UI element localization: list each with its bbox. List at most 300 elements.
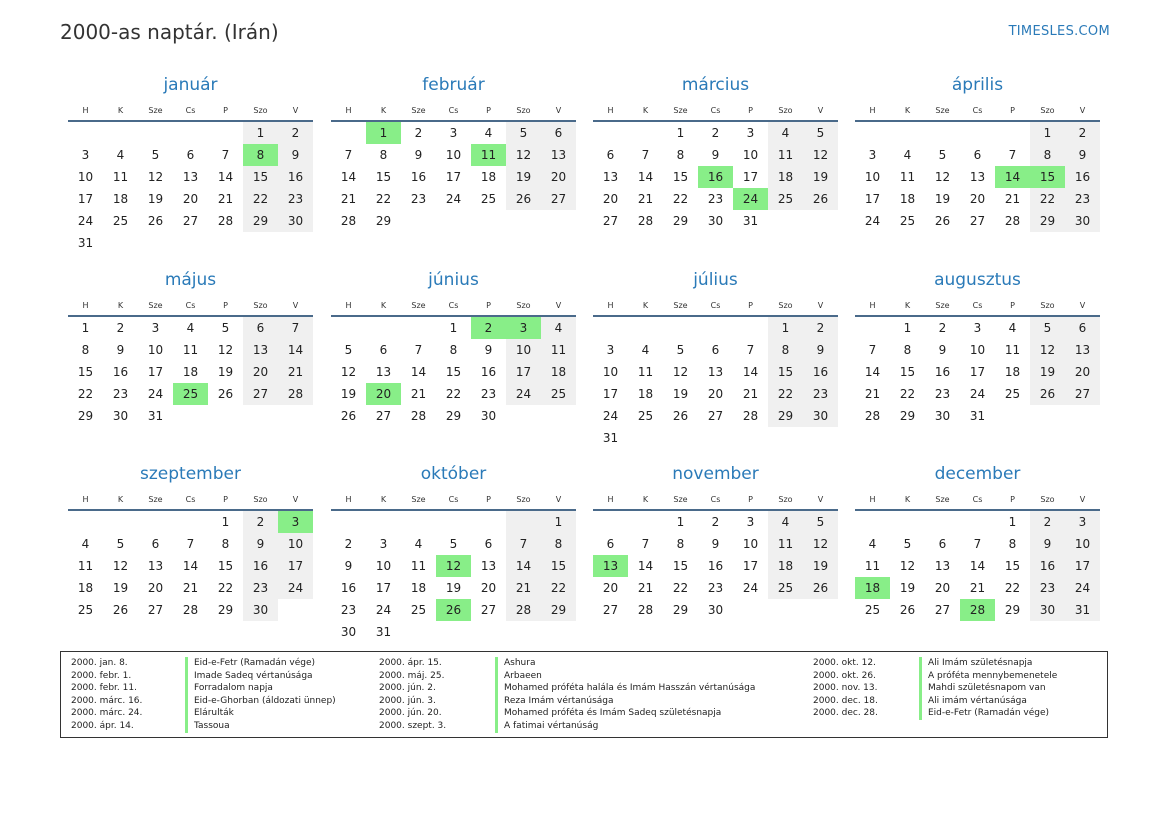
day-cell: 2 bbox=[711, 126, 720, 140]
day-cell: 3 bbox=[746, 515, 755, 529]
weekday-label: Sze bbox=[148, 301, 163, 310]
day-cell: 31 bbox=[147, 409, 164, 423]
day-cell: 2 bbox=[344, 537, 353, 551]
day-cell: 10 bbox=[602, 365, 619, 379]
week-row bbox=[593, 599, 838, 621]
week-row bbox=[593, 427, 838, 449]
day-cell: 1 bbox=[221, 515, 230, 529]
day-cell: 16 bbox=[243, 555, 278, 577]
day-cell: 8 bbox=[903, 343, 912, 357]
holiday-name: Ashura bbox=[495, 657, 535, 670]
weekday-header bbox=[68, 102, 313, 122]
day-cell: 27 bbox=[243, 383, 278, 405]
empty-cell bbox=[401, 210, 436, 232]
day-cell: 31 bbox=[969, 409, 986, 423]
month-grid bbox=[331, 491, 576, 643]
day-cell: 13 bbox=[182, 170, 199, 184]
weekday-label: V bbox=[292, 301, 299, 310]
empty-cell bbox=[401, 317, 436, 339]
holiday-day: 8 bbox=[243, 144, 278, 166]
day-cell: 6 bbox=[938, 537, 947, 551]
day-cell: 9 bbox=[1065, 144, 1100, 166]
week-row bbox=[331, 599, 576, 621]
day-cell: 18 bbox=[77, 581, 94, 595]
day-cell: 24 bbox=[375, 603, 392, 617]
week-row bbox=[331, 577, 576, 599]
holiday-name: Imade Sadeq vértanúsága bbox=[185, 670, 313, 683]
day-cell: 29 bbox=[243, 210, 278, 232]
holiday-day: 28 bbox=[960, 599, 995, 621]
day-cell: 30 bbox=[707, 214, 724, 228]
holiday-entry bbox=[71, 695, 336, 708]
week-row bbox=[331, 533, 576, 555]
week-row bbox=[331, 339, 576, 361]
day-cell: 8 bbox=[676, 537, 685, 551]
holiday-date: 2000. ápr. 14. bbox=[71, 720, 134, 731]
day-cell: 8 bbox=[541, 533, 576, 555]
weekday-label: Cs bbox=[972, 495, 983, 504]
day-cell: 20 bbox=[541, 166, 576, 188]
day-cell: 25 bbox=[112, 214, 129, 228]
day-cell: 25 bbox=[768, 188, 803, 210]
day-cell: 30 bbox=[243, 599, 278, 621]
day-cell: 4 bbox=[1008, 321, 1017, 335]
day-cell: 11 bbox=[77, 559, 94, 573]
day-cell: 15 bbox=[672, 170, 689, 184]
empty-cell bbox=[506, 210, 541, 232]
day-cell: 3 bbox=[379, 537, 388, 551]
empty-cell bbox=[855, 122, 890, 144]
weekday-header bbox=[68, 297, 313, 317]
day-cell: 6 bbox=[186, 148, 195, 162]
day-cell: 2 bbox=[278, 122, 313, 144]
day-cell: 16 bbox=[1065, 166, 1100, 188]
weekday-label: Szo bbox=[778, 495, 793, 504]
holiday-name: Elárulták bbox=[185, 707, 234, 720]
day-cell: 9 bbox=[938, 343, 947, 357]
week-row bbox=[593, 383, 838, 405]
weekday-header bbox=[593, 491, 838, 511]
week-row bbox=[593, 511, 838, 533]
holiday-entry bbox=[379, 682, 756, 695]
empty-cell bbox=[331, 511, 366, 533]
weekday-label: V bbox=[1079, 301, 1086, 310]
day-cell: 15 bbox=[672, 559, 689, 573]
day-cell: 6 bbox=[973, 148, 982, 162]
day-cell: 4 bbox=[903, 148, 912, 162]
empty-cell bbox=[541, 621, 576, 643]
holiday-date: 2000. szept. 3. bbox=[379, 720, 447, 731]
week-row bbox=[855, 122, 1100, 144]
holiday-date: 2000. dec. 28. bbox=[813, 708, 878, 719]
day-cell: 23 bbox=[243, 577, 278, 599]
day-cell: 13 bbox=[1065, 339, 1100, 361]
holiday-entry bbox=[71, 670, 313, 683]
empty-cell bbox=[278, 599, 313, 621]
day-cell: 31 bbox=[77, 236, 94, 250]
day-cell: 27 bbox=[375, 409, 392, 423]
day-cell: 17 bbox=[742, 559, 759, 573]
weekday-label: P bbox=[486, 301, 491, 310]
empty-cell bbox=[628, 317, 663, 339]
week-row bbox=[593, 533, 838, 555]
brand-link[interactable]: TIMESLES.COM bbox=[1008, 24, 1110, 39]
day-cell: 21 bbox=[410, 387, 427, 401]
holiday-date: 2000. nov. 13. bbox=[813, 683, 878, 694]
weekday-label: Szo bbox=[1040, 106, 1055, 115]
day-cell: 23 bbox=[112, 387, 129, 401]
month-1 bbox=[68, 74, 313, 254]
weekday-label: P bbox=[486, 495, 491, 504]
holiday-name: Tassoua bbox=[185, 720, 230, 733]
day-cell: 3 bbox=[606, 343, 615, 357]
empty-cell bbox=[1030, 405, 1065, 427]
day-cell: 15 bbox=[77, 365, 94, 379]
weekday-label: Cs bbox=[185, 106, 196, 115]
weekday-label: V bbox=[817, 301, 824, 310]
empty-cell bbox=[506, 621, 541, 643]
day-cell: 29 bbox=[77, 409, 94, 423]
month-name: november bbox=[672, 464, 759, 484]
weekday-label: Szo bbox=[516, 301, 531, 310]
day-cell: 7 bbox=[506, 533, 541, 555]
day-cell: 22 bbox=[243, 188, 278, 210]
day-cell: 27 bbox=[934, 603, 951, 617]
day-cell: 1 bbox=[903, 321, 912, 335]
day-cell: 16 bbox=[803, 361, 838, 383]
holiday-column bbox=[813, 657, 1058, 720]
day-cell: 15 bbox=[541, 555, 576, 577]
day-cell: 21 bbox=[506, 577, 541, 599]
weekday-header bbox=[855, 297, 1100, 317]
day-cell: 9 bbox=[711, 537, 720, 551]
holiday-name: Eid-e-Fetr (Ramadán vége) bbox=[919, 707, 1049, 720]
empty-cell bbox=[208, 122, 243, 144]
month-11 bbox=[593, 463, 838, 621]
weekday-label: Szo bbox=[1040, 301, 1055, 310]
day-cell: 1 bbox=[541, 511, 576, 533]
month-name: szeptember bbox=[140, 464, 241, 484]
day-cell: 19 bbox=[672, 387, 689, 401]
day-cell: 7 bbox=[221, 148, 230, 162]
day-cell: 12 bbox=[899, 559, 916, 573]
day-cell: 23 bbox=[278, 188, 313, 210]
week-row bbox=[855, 383, 1100, 405]
empty-cell bbox=[733, 317, 768, 339]
month-name: április bbox=[951, 75, 1004, 95]
empty-cell bbox=[995, 405, 1030, 427]
holiday-entry bbox=[813, 707, 1050, 720]
day-cell: 25 bbox=[637, 409, 654, 423]
week-row bbox=[331, 383, 576, 405]
day-cell: 22 bbox=[77, 387, 94, 401]
holiday-name: Reza Imám vértanúsága bbox=[495, 695, 614, 708]
holiday-entry bbox=[813, 682, 1046, 695]
day-cell: 2 bbox=[1065, 122, 1100, 144]
day-cell: 19 bbox=[803, 555, 838, 577]
day-cell: 22 bbox=[1030, 188, 1065, 210]
day-cell: 7 bbox=[746, 343, 755, 357]
day-cell: 14 bbox=[506, 555, 541, 577]
holiday-name: Ali Imám születésnapja bbox=[919, 657, 1032, 670]
day-cell: 30 bbox=[112, 409, 129, 423]
weekday-label: V bbox=[555, 301, 562, 310]
day-cell: 20 bbox=[480, 581, 497, 595]
day-cell: 10 bbox=[375, 559, 392, 573]
day-cell: 3 bbox=[746, 126, 755, 140]
day-cell: 29 bbox=[217, 603, 234, 617]
week-row bbox=[68, 361, 313, 383]
day-cell: 3 bbox=[1065, 511, 1100, 533]
week-row bbox=[331, 166, 576, 188]
day-cell: 29 bbox=[899, 409, 916, 423]
day-cell: 31 bbox=[375, 625, 392, 639]
day-cell: 6 bbox=[541, 122, 576, 144]
empty-cell bbox=[960, 511, 995, 533]
day-cell: 17 bbox=[1065, 555, 1100, 577]
month-name: december bbox=[934, 464, 1021, 484]
holiday-day: 11 bbox=[471, 144, 506, 166]
day-cell: 25 bbox=[77, 603, 94, 617]
day-cell: 6 bbox=[379, 343, 388, 357]
empty-cell bbox=[925, 122, 960, 144]
day-cell: 19 bbox=[506, 166, 541, 188]
weekday-label: H bbox=[607, 106, 614, 115]
weekday-label: Szo bbox=[516, 495, 531, 504]
day-cell: 1 bbox=[676, 515, 685, 529]
day-cell: 10 bbox=[278, 533, 313, 555]
day-cell: 11 bbox=[1004, 343, 1021, 357]
day-cell: 23 bbox=[707, 192, 724, 206]
week-row bbox=[593, 317, 838, 339]
empty-cell bbox=[471, 621, 506, 643]
empty-cell bbox=[103, 122, 138, 144]
day-cell: 3 bbox=[151, 321, 160, 335]
day-cell: 29 bbox=[541, 599, 576, 621]
empty-cell bbox=[278, 405, 313, 427]
holiday-day: 26 bbox=[436, 599, 471, 621]
day-cell: 27 bbox=[147, 603, 164, 617]
day-cell: 2 bbox=[1030, 511, 1065, 533]
empty-cell bbox=[1065, 405, 1100, 427]
week-row bbox=[68, 339, 313, 361]
weekday-label: Sze bbox=[935, 495, 950, 504]
day-cell: 30 bbox=[934, 409, 951, 423]
day-cell: 28 bbox=[278, 383, 313, 405]
day-cell: 13 bbox=[147, 559, 164, 573]
day-cell: 26 bbox=[803, 577, 838, 599]
day-cell: 9 bbox=[278, 144, 313, 166]
week-row bbox=[593, 577, 838, 599]
day-cell: 14 bbox=[410, 365, 427, 379]
week-row bbox=[593, 122, 838, 144]
day-cell: 13 bbox=[243, 339, 278, 361]
day-cell: 2 bbox=[116, 321, 125, 335]
empty-cell bbox=[243, 232, 278, 254]
empty-cell bbox=[68, 511, 103, 533]
weekday-label: P bbox=[1010, 106, 1015, 115]
holiday-date: 2000. jan. 8. bbox=[71, 658, 128, 668]
weekday-label: Sze bbox=[673, 301, 688, 310]
day-cell: 9 bbox=[116, 343, 125, 357]
weekday-label: P bbox=[223, 495, 228, 504]
day-cell: 19 bbox=[147, 192, 164, 206]
holiday-date: 2000. márc. 24. bbox=[71, 708, 143, 719]
holiday-name: Mohamed próféta és Imám Sadeq születésnapja bbox=[495, 707, 721, 720]
holiday-day: 3 bbox=[278, 511, 313, 533]
week-row bbox=[593, 361, 838, 383]
week-row bbox=[68, 511, 313, 533]
day-cell: 1 bbox=[768, 317, 803, 339]
empty-cell bbox=[173, 405, 208, 427]
day-cell: 28 bbox=[637, 214, 654, 228]
day-cell: 26 bbox=[934, 214, 951, 228]
day-cell: 5 bbox=[506, 122, 541, 144]
month-grid bbox=[593, 102, 838, 232]
month-grid bbox=[331, 102, 576, 232]
day-cell: 8 bbox=[676, 148, 685, 162]
week-row bbox=[68, 188, 313, 210]
weekday-header bbox=[855, 102, 1100, 122]
day-cell: 13 bbox=[541, 144, 576, 166]
month-9 bbox=[68, 463, 313, 621]
weekday-label: P bbox=[748, 495, 753, 504]
day-cell: 20 bbox=[707, 387, 724, 401]
holiday-entry bbox=[71, 720, 230, 733]
weekday-label: K bbox=[904, 106, 911, 115]
day-cell: 25 bbox=[768, 577, 803, 599]
day-cell: 12 bbox=[803, 144, 838, 166]
day-cell: 25 bbox=[899, 214, 916, 228]
month-12 bbox=[855, 463, 1100, 621]
day-cell: 10 bbox=[1065, 533, 1100, 555]
day-cell: 18 bbox=[480, 170, 497, 184]
day-cell: 18 bbox=[899, 192, 916, 206]
month-grid bbox=[593, 297, 838, 449]
page-title: 2000-as naptár. (Irán) bbox=[60, 20, 279, 44]
day-cell: 4 bbox=[186, 321, 195, 335]
holiday-entry bbox=[71, 682, 273, 695]
holiday-day: 20 bbox=[366, 383, 401, 405]
day-cell: 8 bbox=[1030, 144, 1065, 166]
holiday-day: 14 bbox=[995, 166, 1030, 188]
holiday-name: Mahdi születésnapom van bbox=[919, 682, 1046, 695]
day-cell: 2 bbox=[803, 317, 838, 339]
week-row bbox=[593, 188, 838, 210]
day-cell: 16 bbox=[112, 365, 129, 379]
weekday-label: H bbox=[82, 106, 89, 115]
day-cell: 5 bbox=[803, 122, 838, 144]
holiday-name: Eid-e-Ghorban (áldozati ünnep) bbox=[185, 695, 336, 708]
day-cell: 19 bbox=[1030, 361, 1065, 383]
day-cell: 19 bbox=[803, 166, 838, 188]
day-cell: 24 bbox=[969, 387, 986, 401]
weekday-label: P bbox=[748, 106, 753, 115]
day-cell: 19 bbox=[445, 581, 462, 595]
day-cell: 16 bbox=[934, 365, 951, 379]
day-cell: 13 bbox=[375, 365, 392, 379]
weekday-label: H bbox=[607, 495, 614, 504]
day-cell: 30 bbox=[707, 603, 724, 617]
day-cell: 27 bbox=[480, 603, 497, 617]
week-row bbox=[593, 166, 838, 188]
day-cell: 16 bbox=[707, 559, 724, 573]
day-cell: 14 bbox=[278, 339, 313, 361]
day-cell: 29 bbox=[445, 409, 462, 423]
empty-cell bbox=[593, 317, 628, 339]
week-row bbox=[68, 555, 313, 577]
day-cell: 10 bbox=[969, 343, 986, 357]
weekday-label: Cs bbox=[448, 106, 459, 115]
empty-cell bbox=[243, 405, 278, 427]
week-row bbox=[68, 599, 313, 621]
day-cell: 11 bbox=[899, 170, 916, 184]
week-row bbox=[855, 339, 1100, 361]
month-4 bbox=[855, 74, 1100, 232]
day-cell: 18 bbox=[541, 361, 576, 383]
day-cell: 11 bbox=[864, 559, 881, 573]
month-name: június bbox=[428, 270, 479, 290]
holiday-date: 2000. febr. 1. bbox=[71, 670, 132, 681]
empty-cell bbox=[803, 599, 838, 621]
weekday-label: V bbox=[555, 106, 562, 115]
weekday-label: Cs bbox=[185, 301, 196, 310]
weekday-header bbox=[855, 491, 1100, 511]
month-grid bbox=[855, 491, 1100, 621]
day-cell: 16 bbox=[410, 170, 427, 184]
month-8 bbox=[855, 269, 1100, 427]
day-cell: 24 bbox=[77, 214, 94, 228]
day-cell: 23 bbox=[1030, 577, 1065, 599]
day-cell: 12 bbox=[340, 365, 357, 379]
day-cell: 29 bbox=[375, 214, 392, 228]
day-cell: 18 bbox=[182, 365, 199, 379]
weekday-label: Szo bbox=[778, 301, 793, 310]
weekday-label: Szo bbox=[253, 106, 268, 115]
weekday-label: Sze bbox=[148, 106, 163, 115]
day-cell: 14 bbox=[864, 365, 881, 379]
weekday-label: Cs bbox=[710, 301, 721, 310]
weekday-label: Szo bbox=[516, 106, 531, 115]
holiday-name: A próféta mennybemenetele bbox=[919, 670, 1057, 683]
week-row bbox=[855, 166, 1100, 188]
weekday-label: Cs bbox=[448, 495, 459, 504]
week-row bbox=[593, 405, 838, 427]
week-row bbox=[855, 599, 1100, 621]
week-row bbox=[855, 405, 1100, 427]
day-cell: 28 bbox=[410, 409, 427, 423]
day-cell: 7 bbox=[344, 148, 353, 162]
day-cell: 20 bbox=[182, 192, 199, 206]
month-grid bbox=[593, 491, 838, 621]
week-row bbox=[855, 144, 1100, 166]
day-cell: 11 bbox=[541, 339, 576, 361]
day-cell: 6 bbox=[243, 317, 278, 339]
weekday-label: Cs bbox=[710, 495, 721, 504]
day-cell: 12 bbox=[217, 343, 234, 357]
day-cell: 20 bbox=[1065, 361, 1100, 383]
day-cell: 31 bbox=[1065, 599, 1100, 621]
day-cell: 31 bbox=[742, 214, 759, 228]
day-cell: 3 bbox=[81, 148, 90, 162]
day-cell: 4 bbox=[768, 511, 803, 533]
day-cell: 15 bbox=[445, 365, 462, 379]
day-cell: 26 bbox=[506, 188, 541, 210]
day-cell: 12 bbox=[803, 533, 838, 555]
day-cell: 13 bbox=[602, 170, 619, 184]
empty-cell bbox=[855, 511, 890, 533]
weekday-label: Sze bbox=[411, 301, 426, 310]
